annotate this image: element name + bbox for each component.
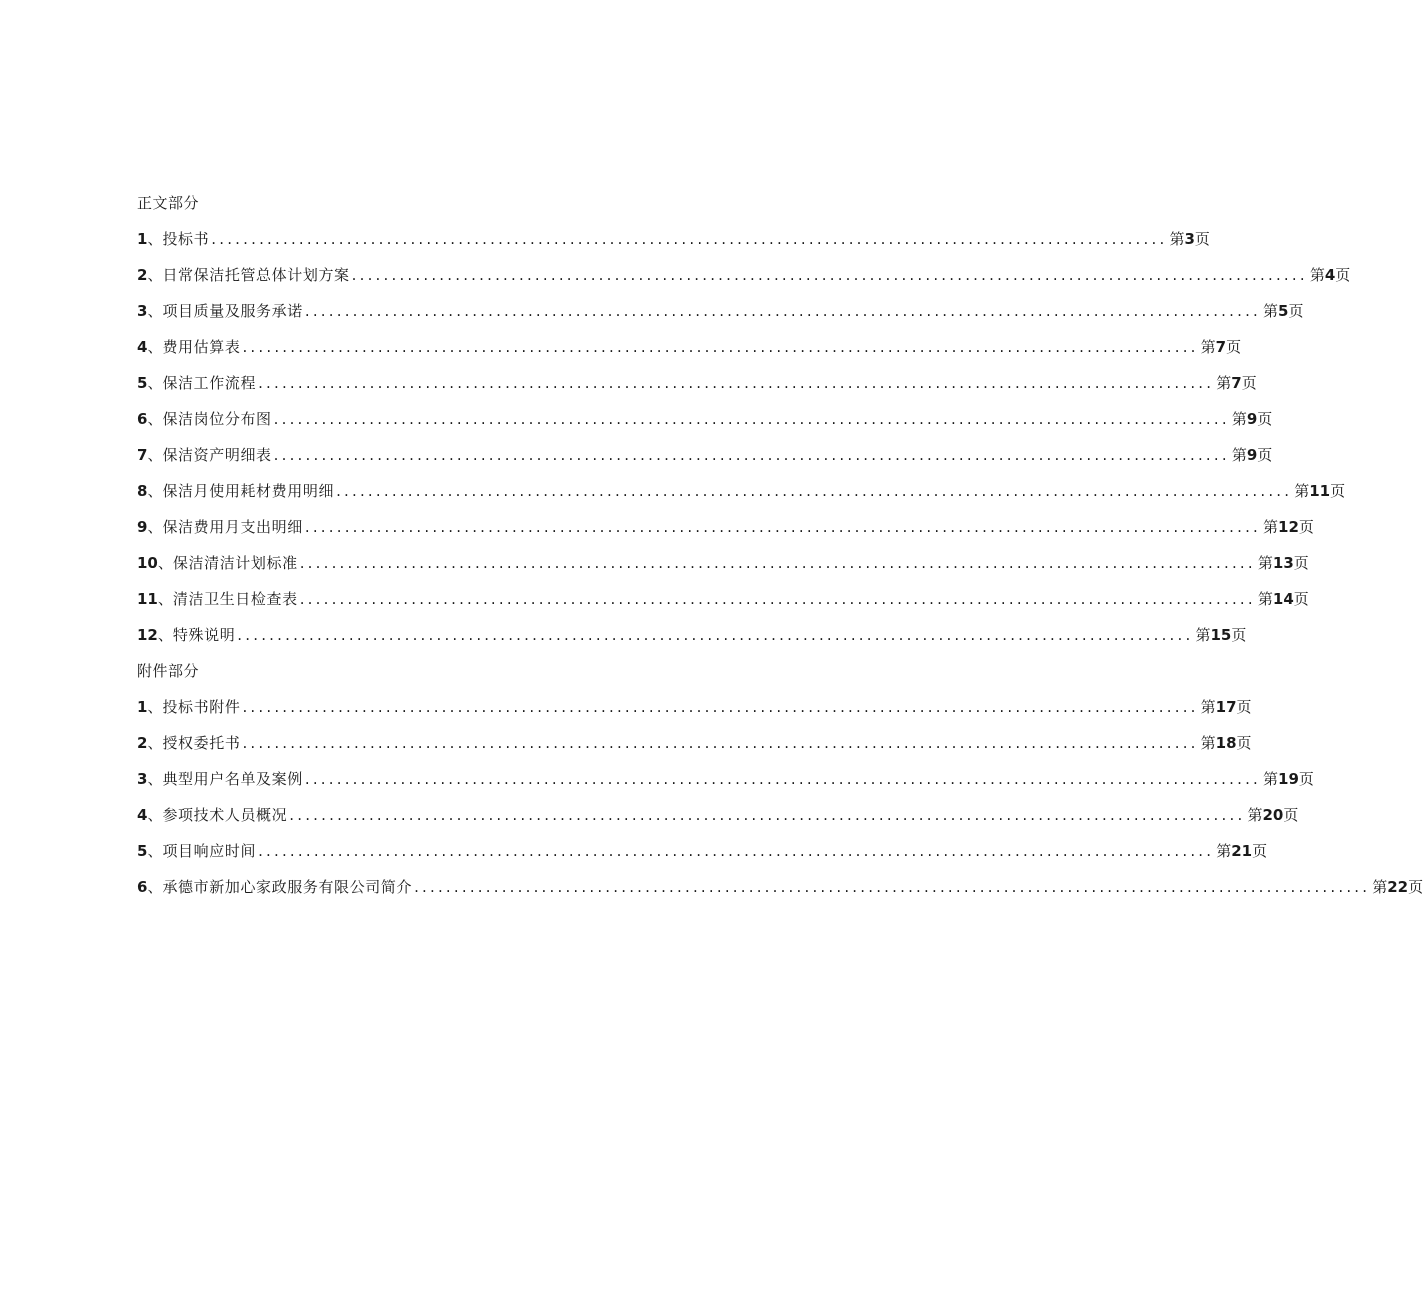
- toc-entry-label: 投标书附件: [162, 698, 241, 716]
- page-suffix: 页: [1283, 806, 1299, 824]
- toc-entry[interactable]: [137, 833, 1268, 869]
- toc-entry-page: [1216, 365, 1256, 401]
- toc-entry-number: 4: [137, 806, 148, 824]
- toc-entry-separator: 、: [147, 482, 163, 500]
- toc-entry-separator: 、: [147, 410, 163, 428]
- toc-dot-leader: ........................................................................................................................: [237, 626, 1194, 644]
- toc-entry-label: 保洁岗位分布图: [162, 410, 272, 428]
- toc-entry-separator: 、: [147, 446, 163, 464]
- page-number: 20: [1262, 806, 1284, 824]
- page-suffix: 页: [1288, 302, 1304, 320]
- page-prefix: 第: [1216, 842, 1232, 860]
- toc-dot-leader: ........................................................................................................................: [273, 446, 1230, 464]
- toc-entry-label: 参项技术人员概况: [162, 806, 288, 824]
- toc-entry-separator: 、: [157, 554, 173, 572]
- toc-entry-page: [1201, 725, 1252, 761]
- toc-entry-label: 典型用户名单及案例: [162, 770, 303, 788]
- page-prefix: 第: [1257, 554, 1273, 572]
- toc-entry[interactable]: [137, 725, 1252, 761]
- main-items-list: [137, 221, 1351, 653]
- page-prefix: 第: [1372, 878, 1388, 896]
- toc-entry-page: [1232, 401, 1272, 437]
- page-number: 21: [1231, 842, 1253, 860]
- toc-entry-number: 6: [137, 878, 148, 896]
- toc-entry-separator: 、: [157, 590, 173, 608]
- toc-entry-number: 1: [137, 230, 148, 248]
- page-suffix: 页: [1231, 626, 1247, 644]
- toc-dot-leader: ........................................................................................................................: [242, 338, 1199, 356]
- page-suffix: 页: [1293, 590, 1309, 608]
- toc-entry-separator: 、: [147, 374, 163, 392]
- page-prefix: 第: [1257, 590, 1273, 608]
- page-prefix: 第: [1231, 410, 1247, 428]
- toc-entry[interactable]: [137, 869, 1423, 905]
- toc-dot-leader: ........................................................................................................................: [242, 698, 1199, 716]
- toc-entry-separator: 、: [147, 878, 163, 896]
- page-number: 9: [1246, 446, 1258, 464]
- page-suffix: 页: [1330, 482, 1346, 500]
- page-suffix: 页: [1298, 770, 1314, 788]
- toc-entry-number: 6: [137, 410, 148, 428]
- page-suffix: 页: [1293, 554, 1309, 572]
- page-prefix: 第: [1200, 698, 1216, 716]
- toc-dot-leader: ........................................................................................................................: [273, 410, 1230, 428]
- page-suffix: 页: [1241, 374, 1257, 392]
- toc-dot-leader: ........................................................................................................................: [304, 302, 1262, 320]
- toc-entry-separator: 、: [157, 626, 173, 644]
- toc-dot-leader: ........................................................................................................................: [336, 482, 1293, 500]
- toc-entry[interactable]: [137, 617, 1247, 653]
- toc-entry-label: 特殊说明: [172, 626, 236, 644]
- page-number: 5: [1278, 302, 1289, 320]
- toc-entry-page: [1201, 689, 1252, 725]
- toc-entry-separator: 、: [147, 518, 163, 536]
- toc-entry-separator: 、: [147, 806, 163, 824]
- toc-entry-number: 5: [137, 842, 148, 860]
- toc-dot-leader: ........................................................................................................................: [304, 518, 1262, 536]
- toc-entry-page: [1263, 761, 1314, 797]
- page-suffix: 页: [1257, 446, 1273, 464]
- toc-entry-label: 保洁月使用耗材费用明细: [162, 482, 335, 500]
- toc-entry-separator: 、: [147, 698, 163, 716]
- page-suffix: 页: [1408, 878, 1423, 896]
- page-suffix: 页: [1252, 842, 1268, 860]
- toc-entry-number: 3: [137, 770, 148, 788]
- page-prefix: 第: [1231, 446, 1247, 464]
- toc-entry[interactable]: [137, 365, 1257, 401]
- toc-entry-page: [1201, 329, 1241, 365]
- toc-dot-leader: ........................................................................................................................: [351, 266, 1308, 284]
- toc-entry-label: 授权委托书: [162, 734, 241, 752]
- toc-entry-number: 11: [137, 590, 158, 608]
- page-number: 15: [1210, 626, 1232, 644]
- toc-dot-leader: ........................................................................................................................: [304, 770, 1262, 788]
- page-prefix: 第: [1200, 734, 1216, 752]
- toc-dot-leader: ........................................................................................................................: [299, 590, 1256, 608]
- toc-dot-leader: ........................................................................................................................: [299, 554, 1256, 572]
- page-prefix: 第: [1216, 374, 1232, 392]
- page-number: 11: [1309, 482, 1331, 500]
- toc-entry-label: 保洁费用月支出明细: [162, 518, 303, 536]
- table-of-contents: [137, 185, 1423, 905]
- page-prefix: 第: [1195, 626, 1211, 644]
- toc-entry[interactable]: [137, 761, 1314, 797]
- toc-entry-page: [1169, 221, 1209, 257]
- toc-dot-leader: ........................................................................................................................: [414, 878, 1371, 896]
- toc-entry[interactable]: [137, 221, 1210, 257]
- toc-entry-label: 保洁工作流程: [162, 374, 257, 392]
- toc-entry-label: 保洁资产明细表: [162, 446, 272, 464]
- page-prefix: 第: [1263, 770, 1279, 788]
- attachment-section-title: 附件部分: [137, 662, 200, 680]
- toc-dot-leader: ........................................................................................................................: [211, 230, 1168, 248]
- attachment-items-list: [137, 689, 1423, 905]
- toc-entry-label: 费用估算表: [162, 338, 241, 356]
- toc-entry-page: [1247, 797, 1298, 833]
- toc-entry-number: 9: [137, 518, 148, 536]
- toc-entry-label: 投标书: [162, 230, 210, 248]
- toc-entry[interactable]: [137, 329, 1242, 365]
- toc-entry[interactable]: [137, 293, 1304, 329]
- page-prefix: 第: [1294, 482, 1310, 500]
- toc-entry[interactable]: [137, 257, 1351, 293]
- page-suffix: 页: [1236, 698, 1252, 716]
- toc-entry-page: [1310, 257, 1350, 293]
- toc-entry-page: [1294, 473, 1345, 509]
- page-number: 12: [1278, 518, 1299, 536]
- page-suffix: 页: [1298, 518, 1314, 536]
- toc-entry-separator: 、: [147, 230, 163, 248]
- toc-entry-number: 4: [137, 338, 148, 356]
- toc-entry-page: [1195, 617, 1246, 653]
- page-number: 22: [1387, 878, 1409, 896]
- toc-entry-page: [1232, 437, 1272, 473]
- page-suffix: 页: [1257, 410, 1273, 428]
- toc-entry[interactable]: [137, 509, 1314, 545]
- toc-entry-number: 1: [137, 698, 148, 716]
- page-suffix: 页: [1236, 734, 1252, 752]
- toc-entry-label: 项目响应时间: [162, 842, 257, 860]
- toc-entry-number: 10: [137, 554, 158, 572]
- toc-entry-label: 保洁清洁计划标准: [172, 554, 298, 572]
- page-suffix: 页: [1335, 266, 1351, 284]
- toc-entry-page: [1263, 509, 1314, 545]
- page-number: 4: [1324, 266, 1336, 284]
- toc-entry-label: 清洁卫生日检查表: [172, 590, 298, 608]
- toc-entry-separator: 、: [147, 770, 163, 788]
- toc-entry-label: 承德市新加心家政服务有限公司简介: [162, 878, 413, 896]
- toc-entry-separator: 、: [147, 266, 163, 284]
- page-number: 17: [1215, 698, 1237, 716]
- page-prefix: 第: [1169, 230, 1185, 248]
- toc-entry-page: [1258, 545, 1309, 581]
- toc-dot-leader: ........................................................................................................................: [258, 842, 1215, 860]
- toc-dot-leader: ........................................................................................................................: [242, 734, 1199, 752]
- page-prefix: 第: [1263, 302, 1279, 320]
- toc-entry-number: 7: [137, 446, 148, 464]
- toc-entry-label: 项目质量及服务承诺: [162, 302, 303, 320]
- page-number: 14: [1272, 590, 1294, 608]
- toc-entry-page: [1372, 869, 1423, 905]
- toc-entry-separator: 、: [147, 338, 163, 356]
- toc-entry-number: 12: [137, 626, 158, 644]
- toc-entry-separator: 、: [147, 302, 163, 320]
- toc-entry[interactable]: [137, 545, 1309, 581]
- page-number: 18: [1215, 734, 1237, 752]
- toc-entry-separator: 、: [147, 734, 163, 752]
- page-suffix: 页: [1226, 338, 1242, 356]
- toc-entry-number: 3: [137, 302, 148, 320]
- toc-entry-number: 8: [137, 482, 148, 500]
- toc-dot-leader: ........................................................................................................................: [289, 806, 1246, 824]
- toc-entry-page: [1258, 581, 1309, 617]
- toc-entry[interactable]: [137, 797, 1299, 833]
- page-number: 13: [1272, 554, 1294, 572]
- toc-entry-page: [1263, 293, 1303, 329]
- page-number: 19: [1278, 770, 1299, 788]
- page-prefix: 第: [1309, 266, 1325, 284]
- toc-entry[interactable]: [137, 401, 1273, 437]
- toc-entry-label: 日常保洁托管总体计划方案: [162, 266, 350, 284]
- page-number: 7: [1215, 338, 1227, 356]
- toc-entry[interactable]: [137, 437, 1273, 473]
- page-prefix: 第: [1200, 338, 1216, 356]
- toc-entry-number: 2: [137, 266, 148, 284]
- page-suffix: 页: [1194, 230, 1210, 248]
- toc-dot-leader: ........................................................................................................................: [258, 374, 1215, 392]
- toc-entry[interactable]: [137, 473, 1346, 509]
- toc-entry-page: [1216, 833, 1267, 869]
- page-prefix: 第: [1263, 518, 1279, 536]
- page-number: 9: [1246, 410, 1258, 428]
- toc-entry[interactable]: [137, 581, 1309, 617]
- page-number: 3: [1184, 230, 1195, 248]
- toc-entry-number: 5: [137, 374, 148, 392]
- toc-entry-number: 2: [137, 734, 148, 752]
- page-number: 7: [1231, 374, 1242, 392]
- toc-entry-separator: 、: [147, 842, 163, 860]
- page-prefix: 第: [1247, 806, 1263, 824]
- main-section-title: 正文部分: [137, 194, 200, 212]
- toc-entry[interactable]: [137, 689, 1252, 725]
